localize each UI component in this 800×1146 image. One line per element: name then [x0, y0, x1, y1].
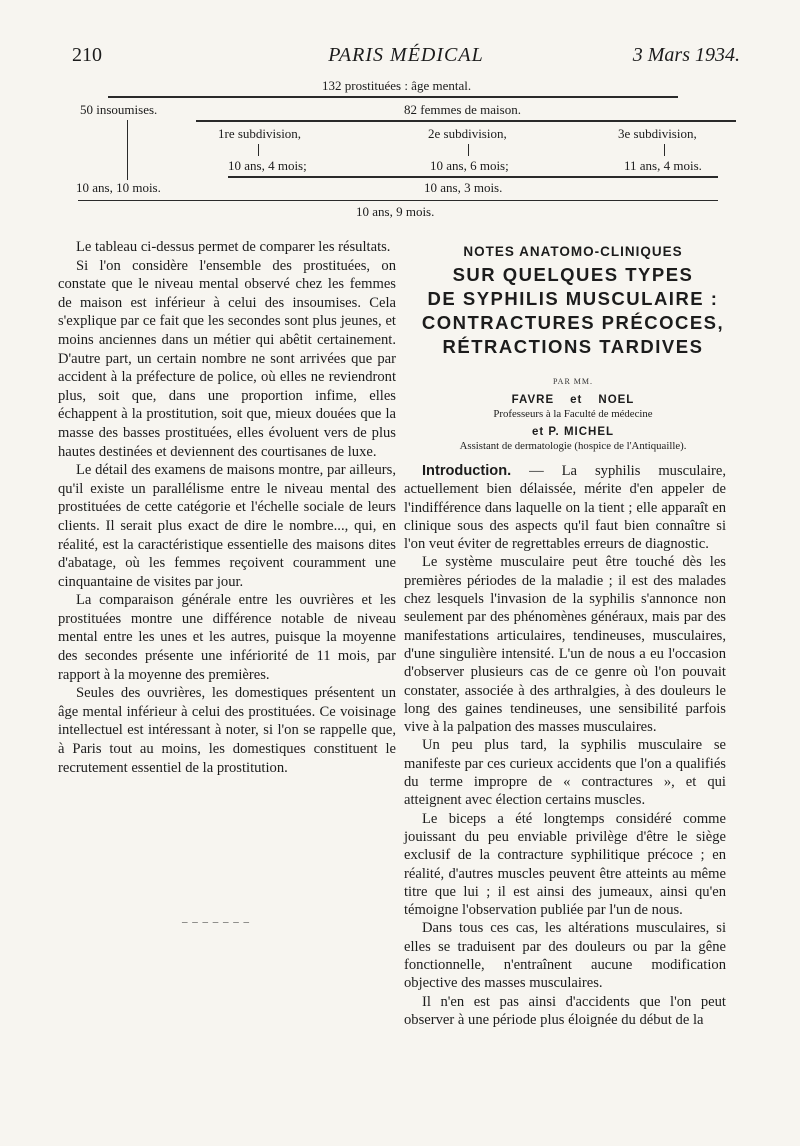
- left-paragraph: Si l'on considère l'ensemble des prostituées, on constate que le niveau mental observé chez les femmes de maison est inférieur à celui des insoumises. Cela s'explique par ce fait que les secondes sont plus jeunes, et moins anciennes dans un métier qui abêtit certainement. D'autre part, un certain nombre ne sont arrivées que par accident à la préfecture de police, où elles ne reviendront plus, soit que, dans une proportion infime, elles échappent à la prostitution, soit que, mieux douées que la masse des basses prostituées, elles évoluent vers de plus hautes destinées et deviennent des courtisanes de luxe.: [58, 257, 396, 460]
- article-title-line: CONTRACTURES PRÉCOCES,: [421, 312, 725, 333]
- article-title-line: DE SYPHILIS MUSCULAIRE :: [427, 288, 719, 309]
- right-paragraph: Le biceps a été longtemps considéré comme jouissant du peu enviable privilège d'être le siège exclusif de la contracture syphilitique précoce ; en réalité, d'autres muscles peuvent être atteints au même titre que lui ; il est ainsi des jumeaux, ainsi qu'en témoigne l'observation publiée par l'un de nous.: [404, 810, 726, 919]
- page-number: 210: [72, 44, 102, 66]
- tree-left-age: 10 ans, 10 mois.: [76, 180, 161, 195]
- tree-left-branch: 50 insoumises.: [80, 102, 158, 117]
- mental-age-tree-table: [60, 76, 750, 226]
- issue-date: 3 Mars 1934.: [632, 44, 740, 66]
- tree-right-branch: 82 femmes de maison.: [404, 102, 521, 117]
- tree-root-label: 132 prostituées : âge mental.: [322, 78, 472, 93]
- tree-total-age: 10 ans, 9 mois.: [356, 204, 435, 219]
- author-michel: et P. MICHEL: [531, 426, 615, 438]
- tree-sub2-label: 2e subdivision,: [428, 126, 507, 141]
- tree-rule-top: [108, 96, 678, 98]
- tree-left-connector: [127, 120, 128, 180]
- intro-heading: Introduction.: [422, 463, 512, 479]
- right-paragraph: Un peu plus tard, la syphilis musculaire se manifeste par ces curieux accidents que l'on a qualifiés du terme impropre de « contractures », et qui atteignent avec élection certains muscles.: [404, 737, 726, 809]
- tree-sub1-tick: [258, 144, 259, 156]
- left-paragraph: Seules des ouvrières, les domestiques présentent un âge mental inférieur à celui des prostituées. Ce voisinage intellectuel est intéressant à noter, si l'on se rappelle que, à Paris tout au moins, les domestiques constituent le recrutement essentiel de la prostitution.: [58, 685, 396, 776]
- tree-rule-mid: [228, 176, 718, 178]
- left-paragraph: Le tableau ci-dessus permet de comparer les résultats.: [76, 239, 391, 255]
- author-affiliation: Professeurs à la Faculté de médecine: [493, 408, 653, 420]
- section-end-mark: _ _ _ _ _ _ _: [182, 912, 250, 924]
- right-paragraph: Le système musculaire peut être touché dès les premières périodes de la maladie ; il est des malades chez lesquels l'invasion de la syphilis s'annonce non seulement par des phénomènes généraux, mais par des manifestations articulaires, tendineuses, musculaires, d'une singulière intensité. L'un de nous a eu l'occasion d'observer plusieurs cas de ce genre où l'on pouvait constater, associée à des arthralgies, à des douleurs le long des gaines tendineuses, une sensibilité parfois vive à la palpation des masses musculaires.: [404, 554, 726, 736]
- tree-sub1-age: 10 ans, 4 mois;: [228, 158, 307, 173]
- tree-sub3-label: 3e subdivision,: [618, 126, 697, 141]
- running-header: [72, 44, 740, 74]
- right-column-text: [404, 462, 726, 1029]
- right-paragraph: Dans tous ces cas, les altérations musculaires, si elles se traduisent par des douleurs ou par la gêne fonctionnelle, n'entraînent aucune modification objective des masses musculaires.: [404, 920, 726, 992]
- author-favre: FAVRE: [511, 394, 555, 406]
- intro-paragraph: [404, 462, 726, 553]
- tree-rule-sub: [196, 120, 736, 122]
- tree-sub3-tick: [664, 144, 665, 156]
- tree-sub2-age: 10 ans, 6 mois;: [430, 158, 509, 173]
- tree-sub1-label: 1re subdivision,: [218, 126, 302, 141]
- par-mm: PAR MM.: [552, 377, 594, 386]
- article-title-line: RÉTRACTIONS TARDIVES: [442, 336, 704, 357]
- article-authors: [404, 394, 742, 406]
- author-affiliation: Assistant de dermatologie (hospice de l'Antiquaille).: [459, 440, 687, 452]
- right-paragraph: Il n'en est pas ainsi d'accidents que l'on peut observer à une période plus éloignée du début de la: [404, 993, 726, 1028]
- article-title-line: SUR QUELQUES TYPES: [452, 264, 694, 285]
- tree-rule-bottom: [78, 200, 718, 201]
- tree-sub3-age: 11 ans, 4 mois.: [624, 158, 702, 173]
- left-paragraph: Le détail des examens de maisons montre, par ailleurs, qu'il existe un parallélisme entre le niveau mental des prostituées de cette catégorie et l'échelle sociale de leurs clients. Il serait plus exact de dire le nombre..., qui, en réalité, est la caractéristique essentielle des maisons dites d'abatage, où les femmes reçoivent couramment une cinquantaine de visites par jour.: [58, 462, 396, 590]
- tree-right-age: 10 ans, 3 mois.: [424, 180, 503, 195]
- intro-text: — La syphilis musculaire, actuellement bien délaissée, mérite d'en appeler de l'indifférence dans laquelle on la tient ; elle apparaît en clinique sous des aspects qu'il faut bien connaître si l'on veut éviter de regrettables erreurs de diagnostic.: [404, 463, 726, 553]
- left-paragraph: La comparaison générale entre les ouvrières et les prostituées montre une différence notable de niveau mental entre les unes et les autres, puisque la moyenne des secondes présente une infériorité de 11 mois, par rapport à la moyenne des premières.: [58, 592, 396, 683]
- article-title-block: [404, 244, 742, 452]
- left-column-text: [58, 238, 396, 777]
- author-conjunction: et: [570, 394, 583, 406]
- tree-sub2-tick: [468, 144, 469, 156]
- author-noel: NOEL: [598, 394, 635, 406]
- journal-title: PARIS MÉDICAL: [328, 44, 484, 66]
- article-kicker: NOTES ANATOMO-CLINIQUES: [463, 244, 683, 259]
